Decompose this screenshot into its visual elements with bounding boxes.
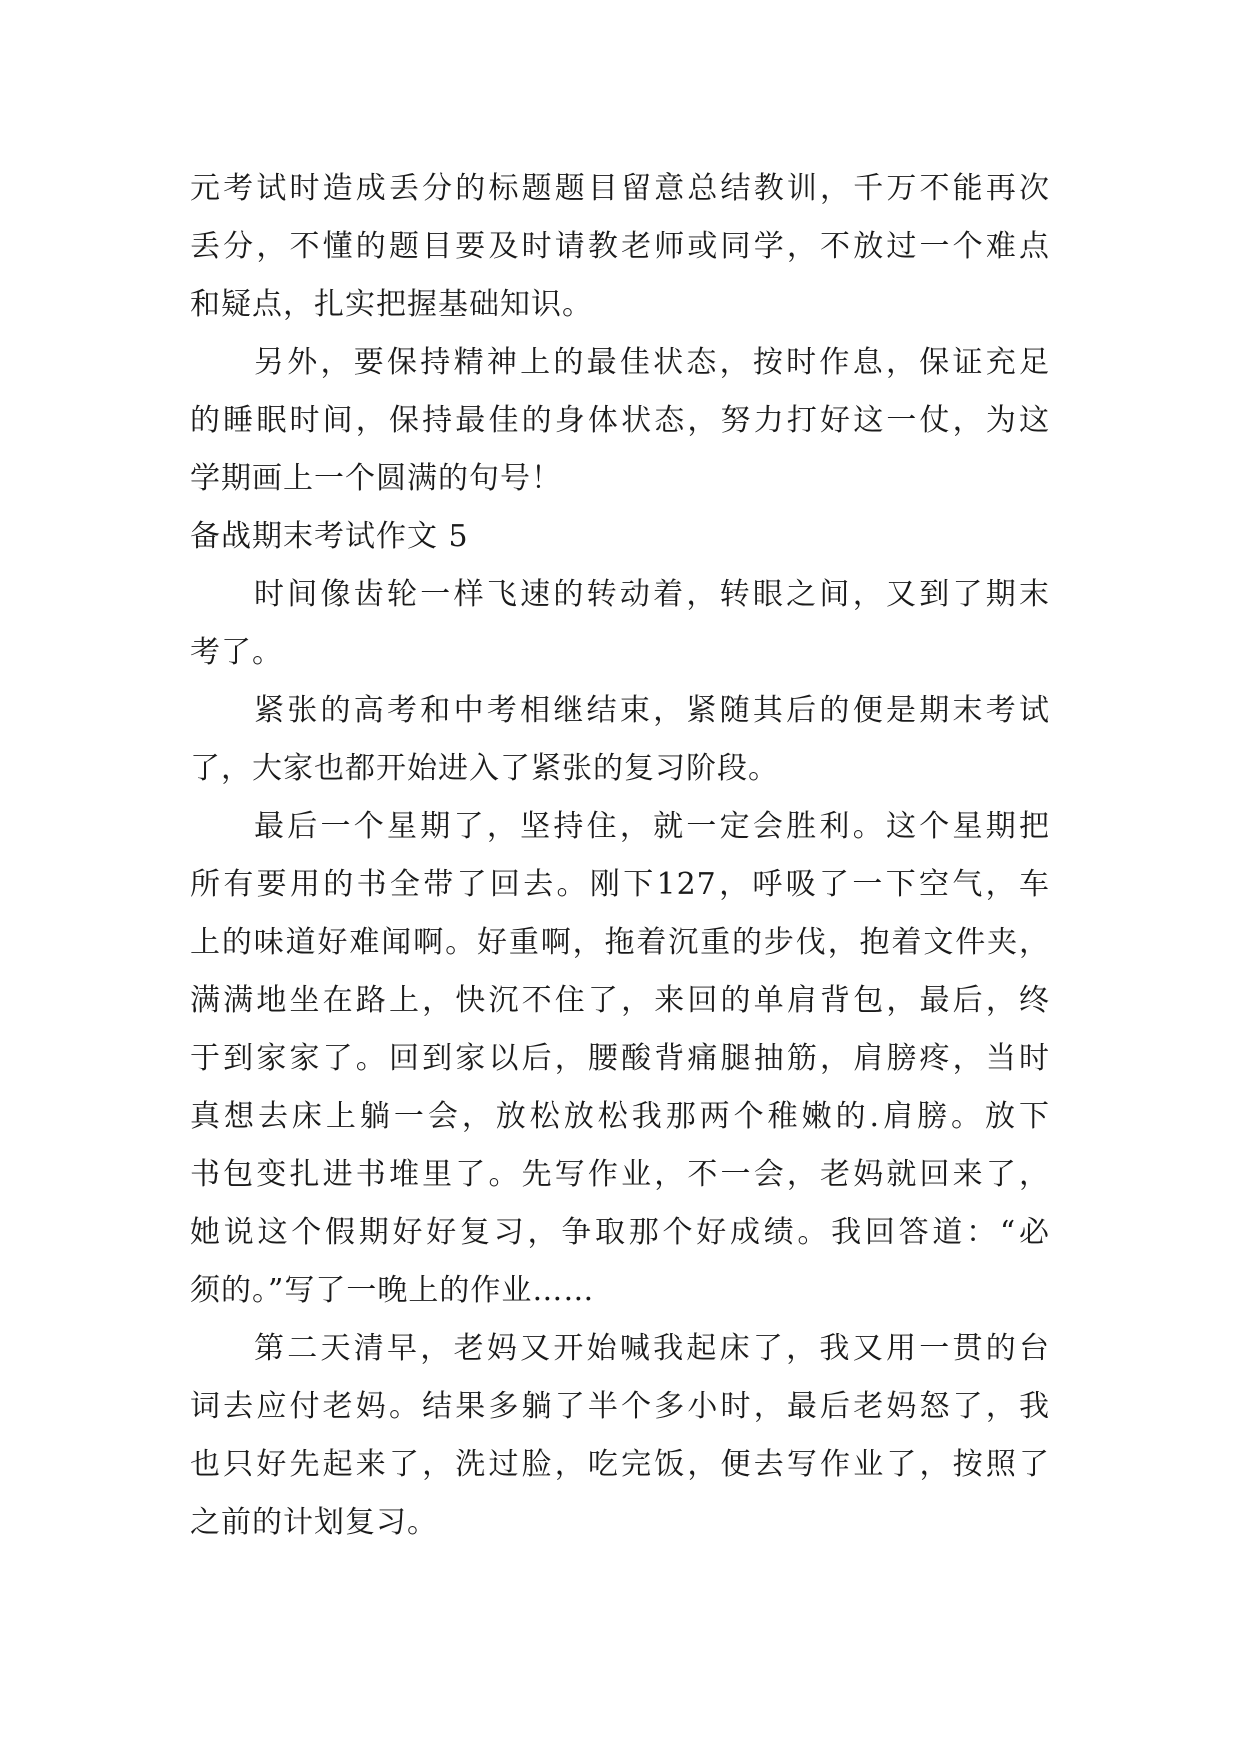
paragraph-line: 真想去床上躺一会，放松放松我那两个稚嫩的.肩膀。放下 (190, 1099, 1050, 1134)
paragraph-1 (190, 160, 1050, 334)
paragraph-line: 紧张的高考和中考相继结束，紧随其后的便是期末考试 (254, 693, 1050, 728)
paragraph-line: 元考试时造成丢分的标题题目留意总结教训，千万不能再次 (190, 171, 1050, 206)
section-heading: 备战期末考试作文 5 (190, 519, 469, 554)
paragraph-line: 的睡眠时间，保持最佳的身体状态，努力打好这一仗，为这 (190, 403, 1050, 438)
paragraph-line: 学期画上一个圆满的句号！ (190, 461, 562, 496)
paragraph-line: 上的味道好难闻啊。好重啊，拖着沉重的步伐，抱着文件夹， (190, 925, 1050, 960)
paragraph-line: 第二天清早，老妈又开始喊我起床了，我又用一贯的台 (254, 1331, 1050, 1366)
paragraph-6 (190, 1320, 1050, 1552)
paragraph-line: 词去应付老妈。结果多躺了半个多小时，最后老妈怒了，我 (190, 1389, 1050, 1424)
paragraph-line: 和疑点，扎实把握基础知识。 (190, 287, 593, 322)
paragraph-3 (190, 566, 1050, 682)
paragraph-line: 于到家家了。回到家以后，腰酸背痛腿抽筋，肩膀疼，当时 (190, 1041, 1050, 1076)
paragraph-line: 考了。 (190, 635, 283, 670)
paragraph-line: 丢分，不懂的题目要及时请教老师或同学，不放过一个难点 (190, 229, 1050, 264)
paragraph-line: 时间像齿轮一样飞速的转动着，转眼之间，又到了期末 (254, 577, 1050, 612)
paragraph-line: 了，大家也都开始进入了紧张的复习阶段。 (190, 751, 779, 786)
paragraph-4 (190, 682, 1050, 798)
paragraph-line: 也只好先起来了，洗过脸，吃完饭，便去写作业了，按照了 (190, 1447, 1050, 1482)
paragraph-line: 最后一个星期了，坚持住，就一定会胜利。这个星期把 (254, 809, 1050, 844)
paragraph-line: 她说这个假期好好复习，争取那个好成绩。我回答道：“必 (190, 1215, 1050, 1250)
paragraph-line: 满满地坐在路上，快沉不住了，来回的单肩背包，最后，终 (190, 983, 1050, 1018)
document-body (190, 160, 1050, 1552)
paragraph-2 (190, 334, 1050, 508)
paragraph-line: 须的。”写了一晚上的作业…… (190, 1273, 595, 1308)
paragraph-line: 书包变扎进书堆里了。先写作业，不一会，老妈就回来了， (190, 1157, 1050, 1192)
paragraph-line: 另外，要保持精神上的最佳状态，按时作息，保证充足 (254, 345, 1050, 380)
paragraph-line: 之前的计划复习。 (190, 1505, 438, 1540)
paragraph-line: 所有要用的书全带了回去。刚下127，呼吸了一下空气，车 (190, 867, 1050, 902)
paragraph-5 (190, 798, 1050, 1320)
